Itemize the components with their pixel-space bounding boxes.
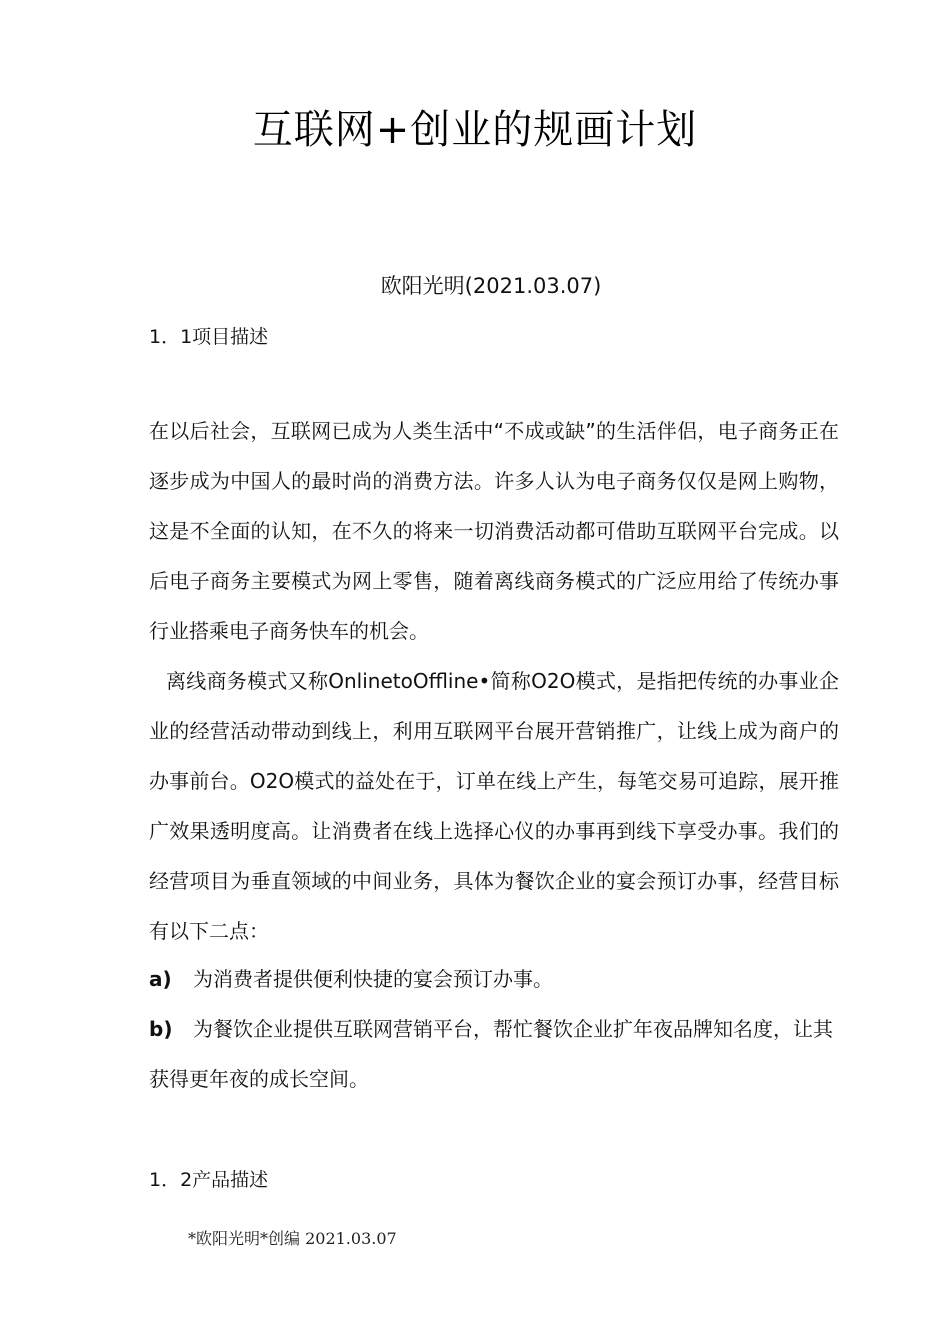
list-marker: b) — [149, 1017, 173, 1041]
paragraph-block-1 — [149, 406, 839, 656]
list-item — [149, 954, 839, 1004]
paragraph-block-2 — [149, 656, 839, 956]
goals-list — [149, 954, 839, 1104]
list-item — [149, 1004, 839, 1104]
section-heading-1-1: 1．1项目描述 — [149, 326, 269, 348]
document-title: 互联网+创业的规画计划 — [252, 107, 698, 153]
list-marker: a) — [149, 967, 172, 991]
page-footer: *欧阳光明*创编 2021.03.07 — [188, 1229, 397, 1248]
paragraph-2: 离线商务模式又称OnlinetoOffline•简称O2O模式，是指把传统的办事业企业的经营活动带动到线上，利用互联网平台展开营销推广，让线上成为商户的办事前台。O2O模式的益处在于，订单在线上产生，每笔交易可追踪，展开推广效果透明度高。让消费者在线上选择心仪的办事再到线下享受办事。我们的经营项目为垂直领域的中间业务，具体为餐饮企业的宴会预订办事，经营目标有以下二点： — [149, 669, 839, 943]
list-item-text: 为消费者提供便利快捷的宴会预订办事。 — [193, 967, 553, 991]
author-line: 欧阳光明(2021.03.07) — [380, 274, 602, 298]
section-heading-1-2: 1．2产品描述 — [149, 1169, 269, 1191]
paragraph-1: 在以后社会，互联网已成为人类生活中“不成或缺”的生活伴侣，电子商务正在逐步成为中国人的最时尚的消费方法。许多人认为电子商务仅仅是网上购物，这是不全面的认知，在不久的将来一切消费活动都可借助互联网平台完成。以后电子商务主要模式为网上零售，随着离线商务模式的广泛应用给了传统办事行业搭乘电子商务快车的机会。 — [149, 419, 839, 643]
list-item-text: 为餐饮企业提供互联网营销平台，帮忙餐饮企业扩年夜品牌知名度，让其获得更年夜的成长空间。 — [149, 1017, 833, 1091]
